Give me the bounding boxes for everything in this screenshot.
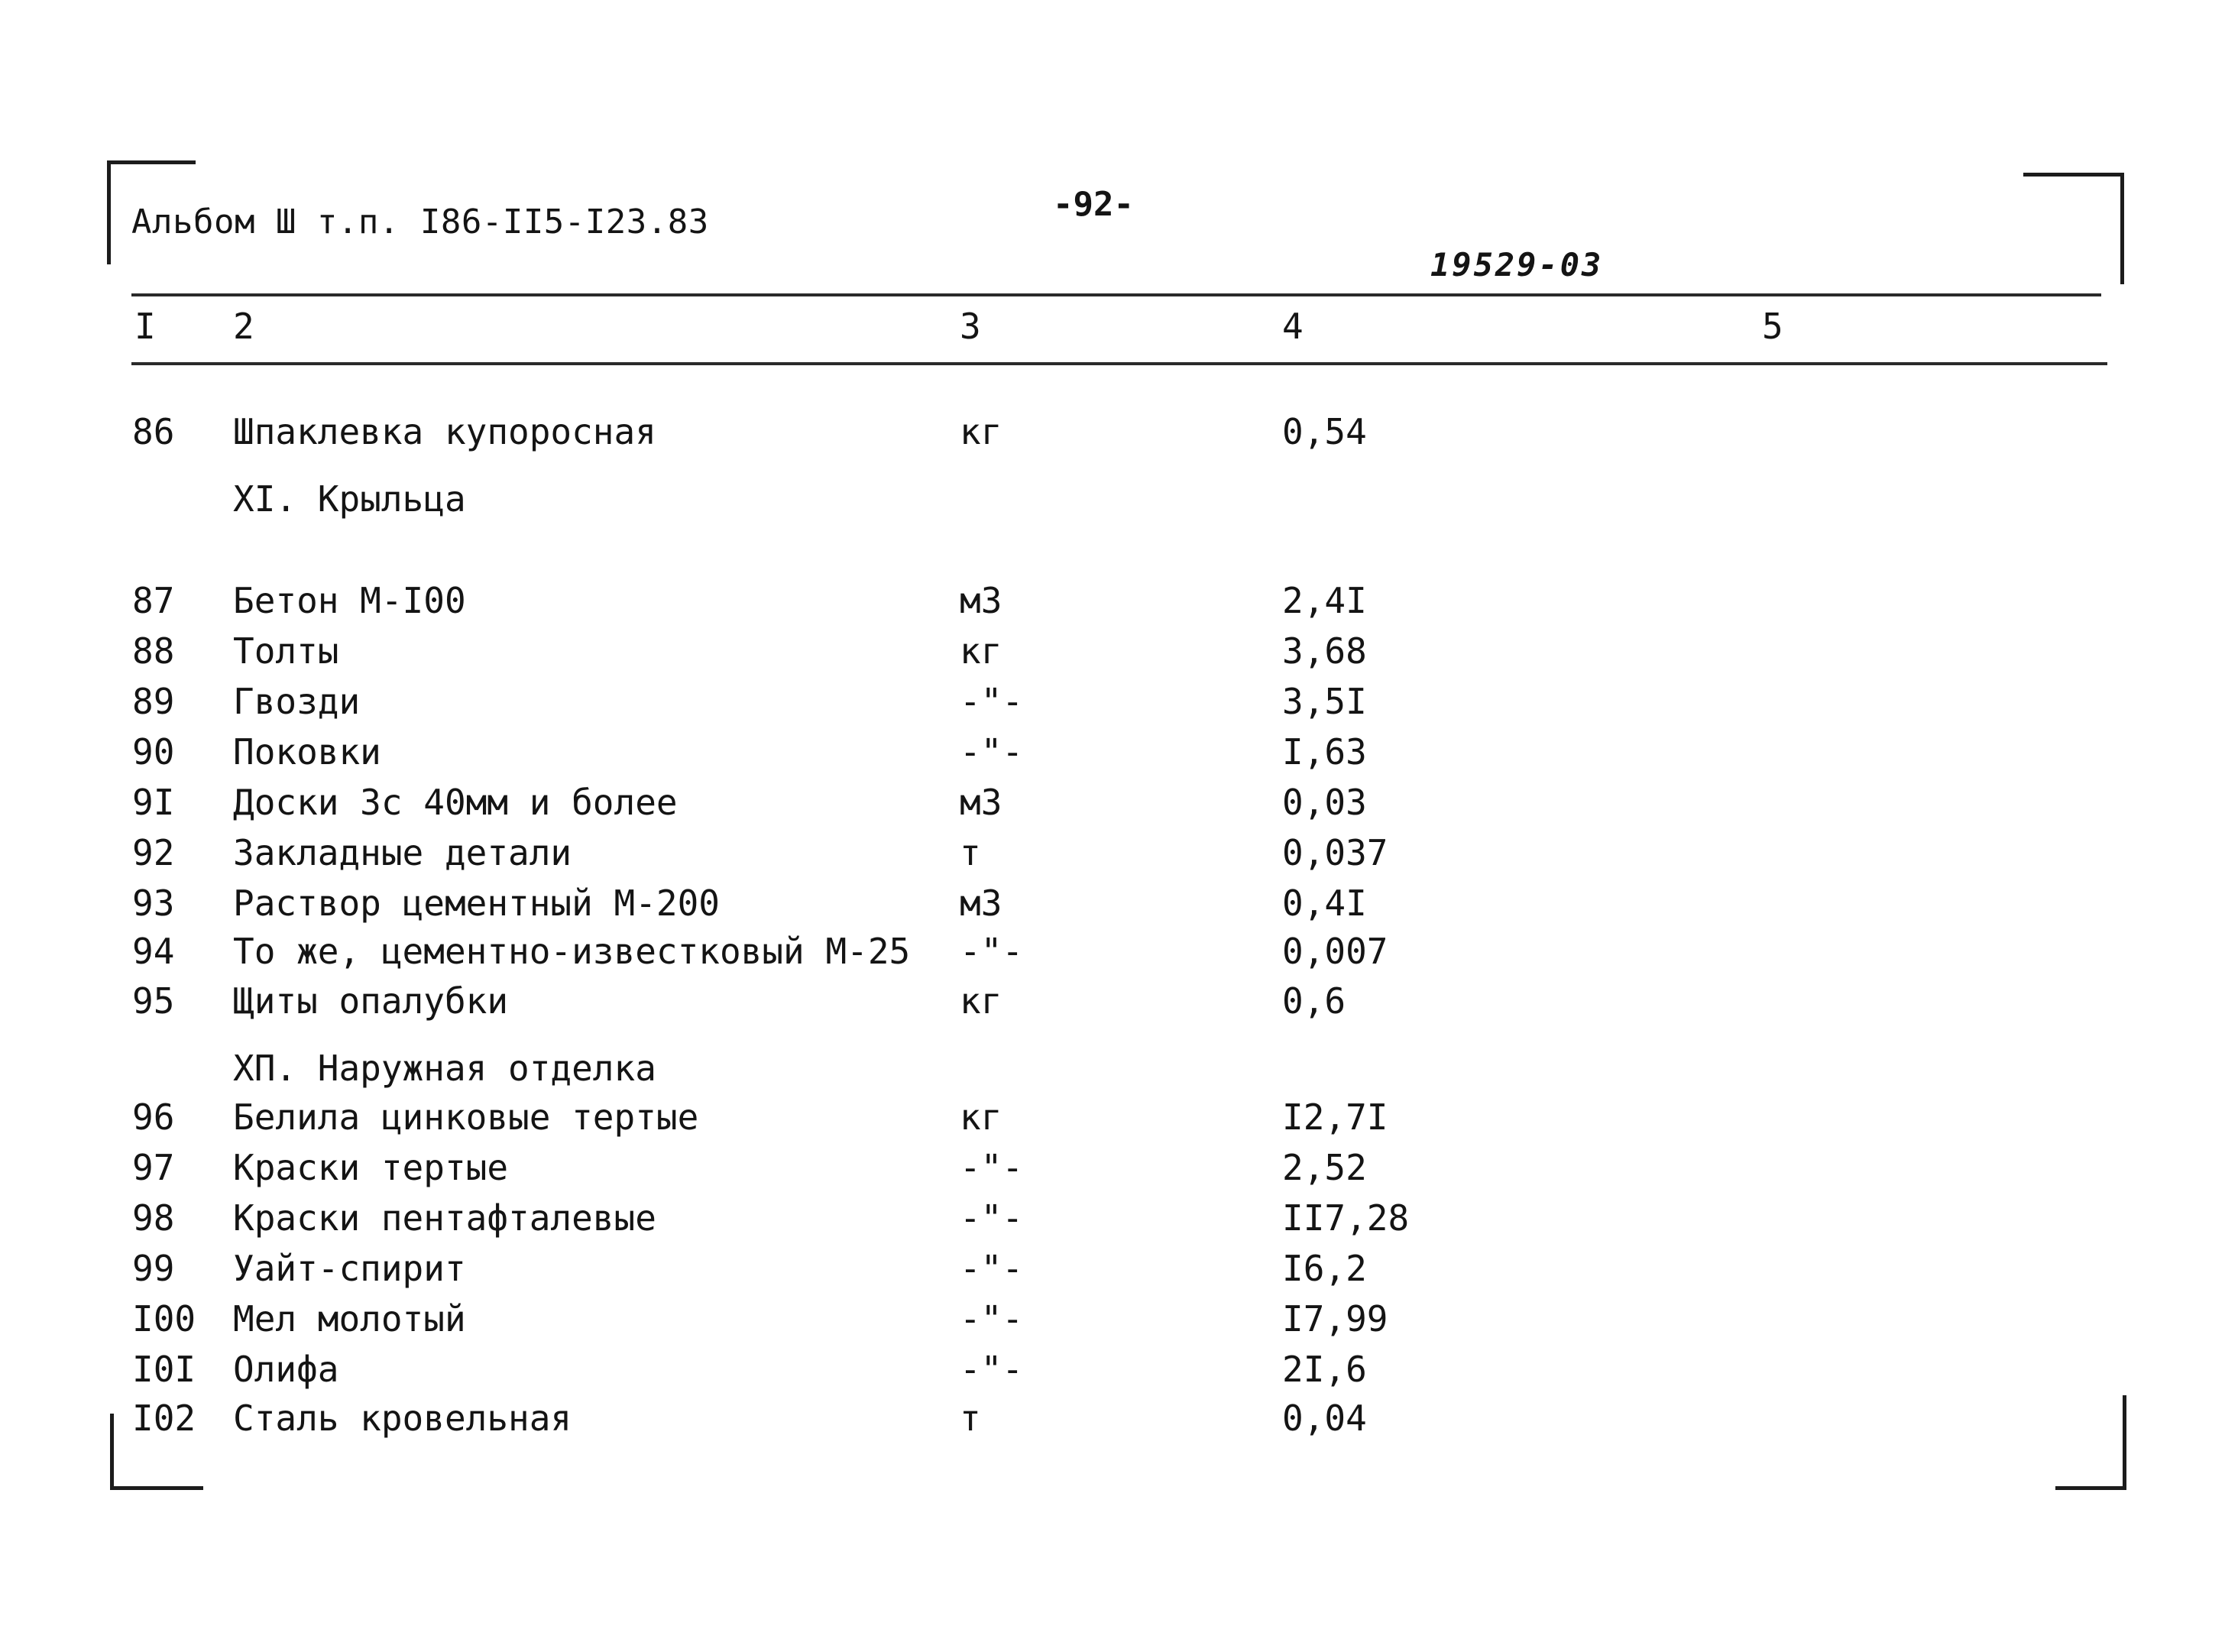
- corner-mark-top-right: [2120, 173, 2124, 284]
- material-name: Доски 3с 40мм и более: [233, 782, 678, 823]
- material-name: Краски тертые: [233, 1147, 509, 1188]
- material-name: Бетон М-I00: [233, 580, 466, 621]
- row-number: 90: [132, 731, 175, 773]
- corner-mark-top-left: [107, 160, 196, 164]
- corner-mark-bottom-right: [2055, 1486, 2126, 1490]
- quantity: 0,4I: [1282, 883, 1367, 924]
- table-row: [0, 679, 2238, 724]
- unit: кг: [960, 411, 1002, 452]
- unit: -"-: [960, 1248, 1024, 1289]
- section-heading: XI. Крыльца: [233, 478, 466, 520]
- table-header-rule: [131, 362, 2107, 365]
- table-top-rule: [131, 293, 2101, 296]
- unit: -"-: [960, 1197, 1024, 1239]
- row-number: 98: [132, 1197, 175, 1239]
- row-number: I02: [132, 1398, 196, 1439]
- material-name: Шпаклевка купоросная: [233, 411, 656, 452]
- table-row: [0, 729, 2238, 775]
- row-number: 97: [132, 1147, 175, 1188]
- table-row: [0, 409, 2238, 455]
- table-row: [0, 1296, 2238, 1342]
- row-number: I0I: [132, 1349, 196, 1390]
- corner-mark-top-left: [107, 160, 111, 264]
- material-name: То же, цементно-известковый М-25: [233, 931, 911, 972]
- unit: -"-: [960, 931, 1024, 972]
- table-row: [0, 880, 2238, 926]
- column-header-2: 2: [233, 306, 254, 347]
- column-header-1: I: [134, 306, 156, 347]
- quantity: I7,99: [1282, 1298, 1388, 1339]
- material-name: Толты: [233, 630, 339, 672]
- row-number: 89: [132, 681, 175, 722]
- material-name: Гвозди: [233, 681, 361, 722]
- table-row: [0, 578, 2238, 624]
- material-name: Уайт-спирит: [233, 1248, 466, 1289]
- table-row: [0, 830, 2238, 876]
- unit: -"-: [960, 681, 1024, 722]
- table-row: [0, 978, 2238, 1024]
- unit: -"-: [960, 1147, 1024, 1188]
- table-row: [0, 779, 2238, 825]
- row-number: 94: [132, 931, 175, 972]
- section-heading: XП. Наружная отделка: [233, 1048, 656, 1089]
- page-number: -92-: [1053, 185, 1134, 224]
- quantity: 3,5I: [1282, 681, 1367, 722]
- row-number: 86: [132, 411, 175, 452]
- material-name: Олифа: [233, 1349, 339, 1390]
- quantity: II7,28: [1282, 1197, 1410, 1239]
- material-name: Поковки: [233, 731, 381, 773]
- row-number: 93: [132, 883, 175, 924]
- row-number: 96: [132, 1096, 175, 1138]
- row-number: I00: [132, 1298, 196, 1339]
- column-header-5: 5: [1762, 306, 1783, 347]
- unit: -"-: [960, 1298, 1024, 1339]
- quantity: 0,03: [1282, 782, 1367, 823]
- quantity: 0,6: [1282, 980, 1346, 1022]
- registration-number: 19529-03: [1430, 246, 1604, 283]
- quantity: 0,04: [1282, 1398, 1367, 1439]
- unit: т: [960, 832, 981, 873]
- material-name: Раствор цементный М-200: [233, 883, 720, 924]
- table-row: [0, 1195, 2238, 1241]
- column-header-3: 3: [960, 306, 981, 347]
- quantity: 2,52: [1282, 1147, 1367, 1188]
- table-row: [0, 628, 2238, 674]
- material-name: Белила цинковые тертые: [233, 1096, 699, 1138]
- quantity: 0,007: [1282, 931, 1388, 972]
- table-row: [0, 1395, 2238, 1441]
- unit: -"-: [960, 731, 1024, 773]
- material-name: Щиты опалубки: [233, 980, 509, 1022]
- album-reference: Альбом Ш т.п. I86-II5-I23.83: [131, 202, 709, 241]
- unit: кг: [960, 1096, 1002, 1138]
- corner-mark-bottom-left: [110, 1486, 203, 1490]
- unit: т: [960, 1398, 981, 1439]
- unit: м3: [960, 580, 1002, 621]
- table-row: [0, 1094, 2238, 1140]
- row-number: 9I: [132, 782, 175, 823]
- unit: -"-: [960, 1349, 1024, 1390]
- quantity: I,63: [1282, 731, 1367, 773]
- unit: м3: [960, 782, 1002, 823]
- row-number: 92: [132, 832, 175, 873]
- unit: м3: [960, 883, 1002, 924]
- row-number: 95: [132, 980, 175, 1022]
- table-row: [0, 1346, 2238, 1392]
- quantity: 0,037: [1282, 832, 1388, 873]
- quantity: I6,2: [1282, 1248, 1367, 1289]
- column-header-4: 4: [1282, 306, 1304, 347]
- corner-mark-top-right: [2023, 173, 2124, 177]
- material-name: Краски пентафталевые: [233, 1197, 656, 1239]
- quantity: 2I,6: [1282, 1349, 1367, 1390]
- unit: кг: [960, 980, 1002, 1022]
- unit: кг: [960, 630, 1002, 672]
- material-name: Сталь кровельная: [233, 1398, 572, 1439]
- row-number: 99: [132, 1248, 175, 1289]
- row-number: 87: [132, 580, 175, 621]
- table-row: [0, 928, 2238, 974]
- quantity: I2,7I: [1282, 1096, 1388, 1138]
- table-row: [0, 1245, 2238, 1291]
- material-name: Мел молотый: [233, 1298, 466, 1339]
- table-row: [0, 1145, 2238, 1190]
- material-name: Закладные детали: [233, 832, 572, 873]
- quantity: 3,68: [1282, 630, 1367, 672]
- row-number: 88: [132, 630, 175, 672]
- quantity: 0,54: [1282, 411, 1367, 452]
- quantity: 2,4I: [1282, 580, 1367, 621]
